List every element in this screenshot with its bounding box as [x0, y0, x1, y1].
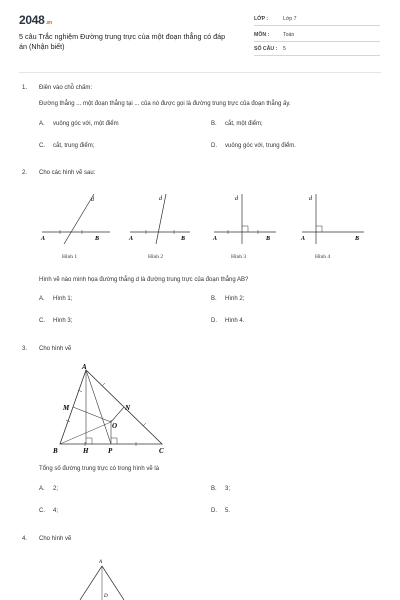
option-d[interactable]	[211, 508, 230, 514]
meta-count-value: 5	[283, 46, 286, 52]
right-angle-mark	[86, 438, 92, 444]
point-b-label: B	[355, 236, 360, 242]
tick-mark	[143, 423, 146, 426]
point-c-label: C	[159, 447, 164, 455]
question-number: 2.	[22, 170, 28, 176]
option-letter: B.	[211, 296, 217, 302]
line-d-label: d	[91, 197, 94, 203]
option-text: cắt, một điểm;	[225, 121, 263, 127]
triangle-figure	[50, 360, 180, 456]
question-text: Cho hình vẽ	[39, 536, 72, 542]
option-c[interactable]	[39, 143, 94, 149]
point-n-label: N	[125, 404, 131, 412]
option-letter: B.	[211, 486, 217, 492]
option-b[interactable]	[211, 486, 230, 492]
figure-1-caption: Hình 1	[62, 254, 78, 260]
option-letter: A.	[39, 121, 45, 127]
option-letter: D.	[211, 508, 217, 514]
option-d[interactable]	[211, 318, 244, 324]
option-text: 4;	[53, 508, 59, 514]
figure-4-caption: Hình 4	[315, 254, 331, 260]
option-a[interactable]	[39, 121, 119, 127]
option-a[interactable]	[39, 486, 58, 492]
header-divider	[19, 72, 381, 73]
option-text: vuông góc với, trung điểm.	[225, 143, 296, 149]
question-text: Điền vào chỗ chấm:	[39, 85, 93, 91]
point-a-label: A	[82, 363, 87, 371]
site-logo[interactable]	[19, 13, 52, 27]
option-d[interactable]	[211, 143, 296, 149]
document-title: 5 câu Trắc nghiệm Đường trung trực của một đoạn thẳng có đáp án (Nhận biết)	[19, 32, 226, 51]
meta-class	[254, 15, 380, 26]
point-b-label: B	[266, 236, 271, 242]
option-c[interactable]	[39, 508, 58, 514]
meta-subject-key: MÔN :	[254, 32, 270, 38]
option-text: vuông góc với, một điểm	[53, 121, 119, 127]
figure-3-caption: Hình 3	[231, 254, 247, 260]
meta-class-key: LỚP :	[254, 16, 269, 22]
logo-suffix: .vn	[45, 20, 52, 26]
right-angle-mark	[316, 226, 322, 232]
option-letter: C.	[39, 143, 45, 149]
point-a-label: A	[41, 236, 46, 242]
option-letter: A.	[39, 486, 45, 492]
segment-bo	[60, 422, 111, 444]
figure-2	[126, 188, 194, 246]
option-text: cắt, trung điểm;	[53, 143, 95, 149]
question-statement: Hình vẽ nào minh họa đường thẳng d là đường trung trực của đoạn thẳng AB?	[39, 277, 249, 283]
meta-subject-value: Toán	[283, 32, 295, 38]
point-b-label: B	[181, 236, 186, 242]
option-text: Hình 3;	[53, 318, 73, 324]
option-text: Hình 2;	[225, 296, 245, 302]
option-text: 5.	[225, 508, 231, 514]
question-statement: Đường thẳng ... một đoạn thẳng tại ... của nó được gọi là đường trung trực của đoạn thẳng ấy.	[39, 101, 291, 107]
figure-3	[210, 188, 280, 246]
question-statement: Tổng số đường trung trực có trong hình vẽ là	[39, 466, 160, 472]
question-text: Cho các hình vẽ sau:	[39, 170, 96, 176]
logo-text: 2048	[19, 13, 45, 27]
option-b[interactable]	[211, 296, 244, 302]
point-a-label: A	[301, 236, 306, 242]
point-m-label: M	[63, 404, 70, 412]
point-a-label: A	[129, 236, 134, 242]
question-4-figure	[78, 556, 128, 600]
meta-subject	[254, 31, 380, 42]
point-p-label: P	[108, 447, 113, 455]
option-a[interactable]	[39, 296, 72, 302]
option-letter: D.	[211, 143, 217, 149]
question-text: Cho hình vẽ	[39, 346, 72, 352]
option-letter: D.	[211, 318, 217, 324]
meta-count	[254, 45, 380, 56]
side-left	[80, 566, 102, 600]
question-number: 1.	[22, 85, 28, 91]
point-o-label: O	[112, 422, 118, 430]
line-d-label: d	[159, 196, 162, 202]
right-angle-mark	[242, 226, 248, 232]
option-text: Hình 1;	[53, 296, 73, 302]
option-letter: C.	[39, 318, 45, 324]
option-b[interactable]	[211, 121, 263, 127]
figure-4	[298, 188, 368, 246]
document-header	[0, 0, 400, 78]
figure-1	[38, 188, 114, 246]
meta-class-value: Lớp 7	[283, 16, 297, 22]
line-d-label: d	[235, 196, 238, 202]
option-c[interactable]	[39, 318, 72, 324]
line-d-label: d	[309, 196, 312, 202]
figure-2-caption: Hình 2	[148, 254, 164, 260]
point-a-label: A	[99, 560, 103, 565]
option-text: 3;	[225, 486, 231, 492]
line-d	[64, 194, 94, 244]
option-letter: B.	[211, 121, 217, 127]
bisector-n	[111, 407, 124, 422]
segment-ap	[86, 370, 111, 444]
point-a-label: A	[213, 236, 218, 242]
option-letter: C.	[39, 508, 45, 514]
option-text: 2;	[53, 486, 59, 492]
option-text: Hình 4.	[225, 318, 245, 324]
tick-mark	[102, 383, 105, 386]
meta-count-key: SỐ CÂU :	[254, 46, 278, 52]
point-b-label: B	[53, 447, 58, 455]
right-angle-mark	[111, 438, 117, 444]
point-b-label: B	[95, 236, 100, 242]
point-h-label: H	[83, 447, 89, 455]
point-d-label: D	[104, 594, 108, 599]
question-number: 3.	[22, 346, 28, 352]
question-number: 4.	[22, 536, 28, 542]
option-letter: A.	[39, 296, 45, 302]
bisector-m	[73, 407, 111, 422]
